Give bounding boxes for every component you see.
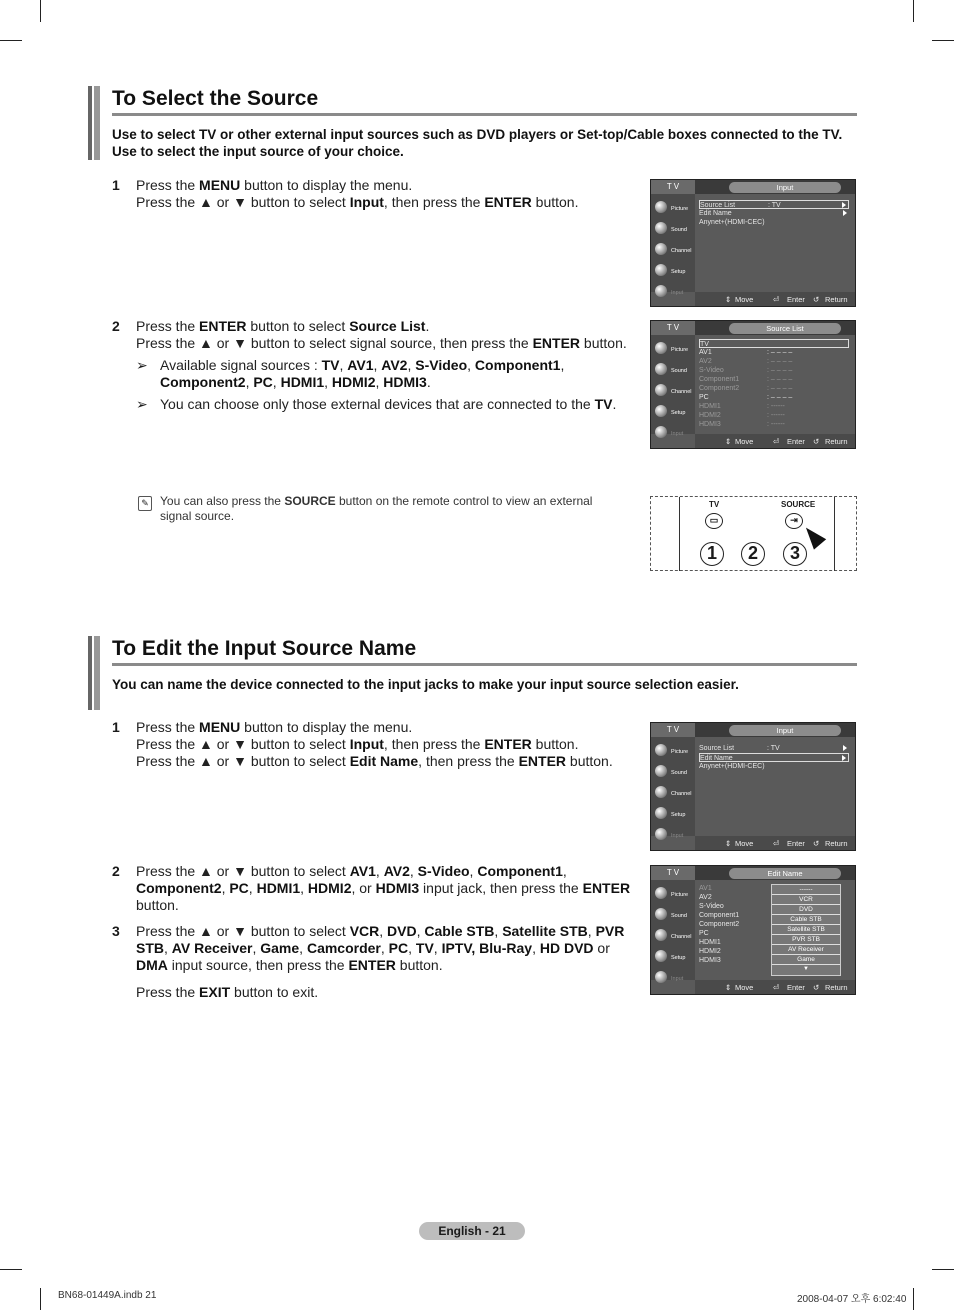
osd-sidebar: Picture Sound Channel Setup Input <box>651 880 695 980</box>
osd-side-label: Input <box>671 290 684 296</box>
footer-file: BN68-01449A.indb 21 <box>58 1290 157 1301</box>
osd-input-menu-edit <box>650 722 856 851</box>
crop-mark <box>913 0 914 22</box>
crop-mark <box>932 40 954 41</box>
step-line: Press the ▲ or ▼ button to select Input, then press the ENTER button. <box>136 736 579 752</box>
popup-item: Satellite STB <box>772 925 840 935</box>
step-line: Component2, PC, HDMI1, HDMI2, or HDMI3 input jack, then press the ENTER <box>136 880 631 896</box>
number-button-3: 3 <box>783 542 807 566</box>
osd-sidebar <box>651 194 695 296</box>
return-icon: ↺ <box>813 437 820 446</box>
step-line: DMA input source, then press the ENTER button. <box>136 957 443 973</box>
crop-mark <box>40 0 41 22</box>
osd-row: S-Video <box>699 903 724 910</box>
step-line: Press the ENTER button to select Source List. <box>136 318 430 334</box>
osd-row: AV2 : – – – – <box>699 358 793 365</box>
setup-icon <box>655 950 667 962</box>
note-icon: ✎ <box>138 496 152 511</box>
remote-illustration <box>650 496 857 571</box>
osd-row: Source List : TV <box>699 200 849 209</box>
step-number: 2 <box>112 318 120 334</box>
osd-row: Source List : TV <box>699 744 849 753</box>
osd-tv-tab: T V <box>651 866 695 880</box>
osd-row: HDMI3 <box>699 957 721 964</box>
osd-row: AV2 <box>699 894 712 901</box>
osd-sidebar: Picture Sound Channel Setup Input <box>651 737 695 836</box>
input-icon <box>655 285 667 297</box>
step-line: STB, AV Receiver, Game, Camcorder, PC, TV, IPTV, Blu-Ray, HD DVD or <box>136 940 610 956</box>
osd-side-label: Picture <box>671 206 689 212</box>
source-label: SOURCE <box>781 500 816 509</box>
move-icon: ⇕ <box>725 983 732 992</box>
source-button: ⇥ <box>785 513 803 529</box>
move-icon: ⇕ <box>725 839 732 848</box>
step-text <box>136 923 636 974</box>
osd-row: S-Video : – – – – <box>699 367 793 374</box>
osd-header: Input <box>729 725 841 736</box>
osd-row: Component2 <box>699 921 740 928</box>
osd-header: Edit Name <box>729 868 841 879</box>
osd-row: HDMI2 : ------ <box>699 412 785 419</box>
osd-row: HDMI3 : ------ <box>699 421 785 428</box>
osd-footer: ⇕ Move ⏎ Enter ↺ Return <box>695 434 855 448</box>
crop-mark <box>0 40 22 41</box>
osd-row: Edit Name <box>699 753 849 762</box>
section-bar <box>88 636 100 710</box>
popup-item: DVD <box>772 905 840 915</box>
sound-icon <box>655 765 667 777</box>
step-text <box>136 719 626 770</box>
picture-icon <box>655 342 667 354</box>
number-button-1: 1 <box>700 542 724 566</box>
exit-instruction: Press the EXIT button to exit. <box>136 984 319 1000</box>
section-intro: You can name the device connected to the input jacks to make your input source selection easier. <box>112 677 739 692</box>
step-line: Press the ▲ or ▼ button to select signal source, then press the ENTER button. <box>136 335 627 351</box>
channel-icon <box>655 786 667 798</box>
channel-icon <box>655 384 667 396</box>
move-icon: ⇕ <box>725 437 732 446</box>
osd-row: Component1 : – – – – <box>699 376 793 383</box>
step-line: Press the ▲ or ▼ button to select Input, then press the ENTER button. <box>136 194 579 210</box>
page-label: English - 21 <box>419 1222 525 1240</box>
return-icon: ↺ <box>813 839 820 848</box>
osd-footer: ⇕ Move ⏎ Enter ↺ Return <box>695 292 855 306</box>
setup-icon <box>655 807 667 819</box>
osd-side-label: Sound <box>671 227 687 233</box>
bullet-line: Component2, PC, HDMI1, HDMI2, HDMI3. <box>160 374 431 390</box>
osd-row: TV <box>699 339 849 348</box>
section-bar <box>88 86 100 160</box>
osd-side-label: Setup <box>671 269 686 275</box>
osd-sidebar: Picture Sound Channel Setup Input <box>651 335 695 434</box>
sound-icon <box>655 222 667 234</box>
step-number: 2 <box>112 863 120 879</box>
channel-icon <box>655 243 667 255</box>
osd-footer: ⇕ Move ⏎ Enter ↺ Return <box>695 836 855 850</box>
arrow-right-icon <box>843 745 847 751</box>
osd-tv-tab: T V <box>651 723 695 737</box>
crop-mark <box>0 1269 22 1270</box>
osd-footer: ⇕ Move ⏎ Enter ↺ Return <box>695 980 855 994</box>
input-icon <box>655 426 667 438</box>
osd-row: HDMI1 : ------ <box>699 403 785 410</box>
scroll-down-icon: ▼ <box>803 966 809 972</box>
enter-icon: ⏎ <box>773 437 780 446</box>
sound-icon <box>655 363 667 375</box>
step-text <box>136 177 626 211</box>
step-line: Press the MENU button to display the menu. <box>136 719 413 735</box>
osd-row: PC <box>699 930 709 937</box>
footer-timestamp: 2008-04-07 오후 6:02:40 <box>797 1294 907 1305</box>
intro-line: Use to select TV or other external input sources such as DVD players or Set-top/Cable boxes connected to the TV. <box>112 127 843 142</box>
note-line: signal source. <box>160 509 235 523</box>
osd-row: HDMI2 <box>699 948 721 955</box>
arrow-right-icon <box>843 210 847 216</box>
osd-row: AV1 <box>699 885 712 892</box>
osd-side-label: Channel <box>671 248 692 254</box>
osd-row: Edit Name <box>699 209 849 218</box>
crop-mark <box>40 1288 41 1310</box>
osd-row: Component1 <box>699 912 740 919</box>
osd-edit-name <box>650 865 856 995</box>
step-number: 1 <box>112 177 120 193</box>
bullet-line: Available signal sources : TV, AV1, AV2, S-Video, Component1, <box>160 357 565 373</box>
arrow-right-icon <box>842 755 846 761</box>
enter-icon: ⏎ <box>773 839 780 848</box>
picture-icon <box>655 201 667 213</box>
step-number: 3 <box>112 923 120 939</box>
channel-icon <box>655 929 667 941</box>
popup-item: ------ <box>772 885 840 895</box>
step-text <box>136 318 636 352</box>
section-rule <box>112 663 857 666</box>
setup-icon <box>655 264 667 276</box>
sound-icon <box>655 908 667 920</box>
step-line: Press the ▲ or ▼ button to select VCR, DVD, Cable STB, Satellite STB, PVR <box>136 923 625 939</box>
enter-icon: ⏎ <box>773 295 780 304</box>
crop-mark <box>913 1288 914 1310</box>
osd-source-list <box>650 320 856 449</box>
section-intro <box>112 126 862 160</box>
osd-input-menu <box>650 179 856 307</box>
section-title: To Edit the Input Source Name <box>112 637 417 660</box>
step-text <box>136 863 636 914</box>
osd-row: Component2 : – – – – <box>699 385 793 392</box>
note-text <box>160 494 630 524</box>
step-line: button. <box>136 897 179 913</box>
arrow-icon: ➢ <box>136 396 148 412</box>
edit-name-popup <box>771 884 841 976</box>
setup-icon <box>655 405 667 417</box>
osd-tv-tab: T V <box>651 321 695 335</box>
number-button-2: 2 <box>741 542 765 566</box>
osd-tv-tab: T V <box>651 180 695 194</box>
osd-row: PC : – – – – <box>699 394 793 401</box>
return-icon: ↺ <box>813 983 820 992</box>
osd-row: Anynet+(HDMI-CEC) <box>699 219 765 226</box>
popup-item: PVR STB <box>772 935 840 945</box>
picture-icon <box>655 887 667 899</box>
step-line: Press the MENU button to display the menu. <box>136 177 413 193</box>
osd-row: AV1 : – – – – <box>699 349 793 356</box>
bullet-text <box>160 357 630 391</box>
arrow-icon: ➢ <box>136 357 148 373</box>
popup-item: Game <box>772 955 840 965</box>
input-icon <box>655 971 667 983</box>
crop-mark <box>932 1269 954 1270</box>
picture-icon <box>655 744 667 756</box>
section-title: To Select the Source <box>112 87 319 110</box>
popup-item: AV Receiver <box>772 945 840 955</box>
tv-button: ▭ <box>705 513 723 529</box>
tv-label: TV <box>709 500 720 509</box>
step-number: 1 <box>112 719 120 735</box>
return-icon: ↺ <box>813 295 820 304</box>
enter-icon: ⏎ <box>773 983 780 992</box>
arrow-right-icon <box>842 202 846 208</box>
move-icon: ⇕ <box>725 295 732 304</box>
osd-row: HDMI1 <box>699 939 721 946</box>
intro-line: Use to select the input source of your choice. <box>112 144 404 159</box>
bullet-line: You can choose only those external devices that are connected to the TV. <box>160 396 617 412</box>
step-line: Press the ▲ or ▼ button to select AV1, AV2, S-Video, Component1, <box>136 863 567 879</box>
note-line: You can also press the SOURCE button on the remote control to view an external <box>160 494 593 508</box>
osd-header: Source List <box>729 323 841 334</box>
popup-item: VCR <box>772 895 840 905</box>
osd-row: Anynet+(HDMI-CEC) <box>699 763 765 770</box>
input-icon <box>655 828 667 840</box>
section-rule <box>112 113 857 116</box>
osd-header: Input <box>729 182 841 193</box>
popup-item: Cable STB <box>772 915 840 925</box>
step-line: Press the ▲ or ▼ button to select Edit Name, then press the ENTER button. <box>136 753 613 769</box>
